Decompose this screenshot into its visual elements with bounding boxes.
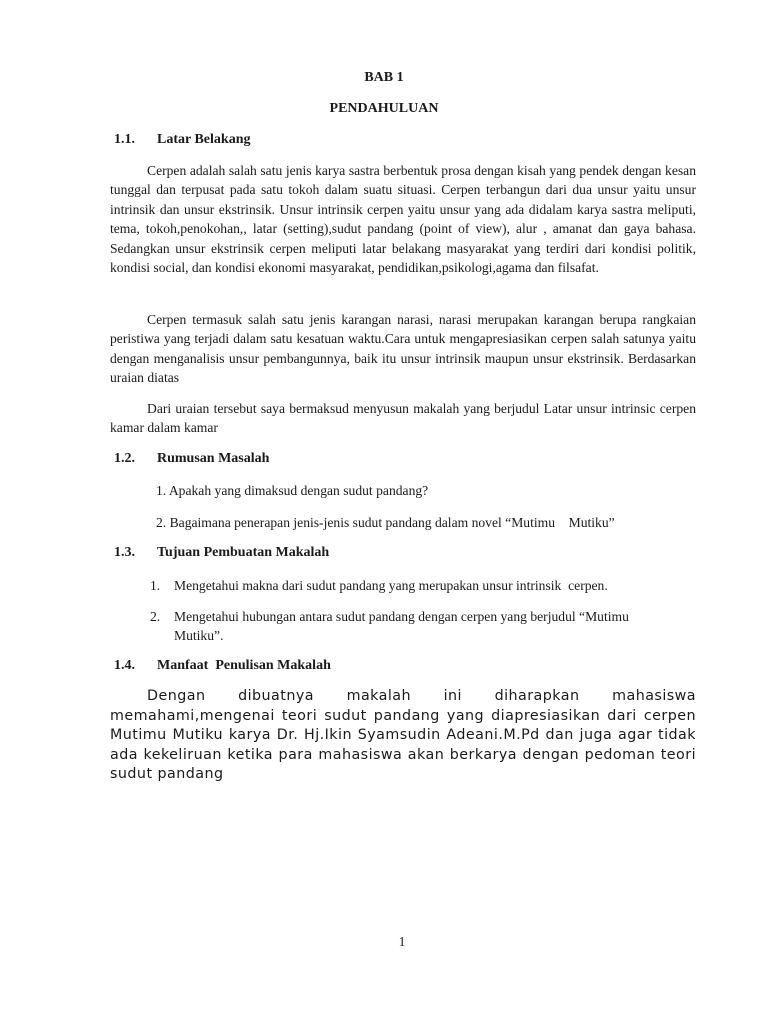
section-heading-1-1 — [114, 132, 250, 148]
objective-item-2 — [150, 607, 696, 645]
problem-item-2: 2. Bagaimana penerapan jenis-jenis sudut pandang dalam novel “Mutimu Mutiku” — [156, 515, 615, 530]
section-heading-1-3 — [114, 545, 329, 561]
list-number: 2. — [150, 609, 161, 624]
background-paragraph-2 — [110, 310, 696, 388]
problem-item-1: 1. Apakah yang dimaksud dengan sudut pandang? — [156, 483, 429, 498]
chapter-title: PENDAHULUAN — [329, 101, 439, 116]
section-number: 1.4. — [114, 658, 135, 673]
paragraph-text: Dari uraian tersebut saya bermaksud menyusun makalah yang berjudul Latar unsur intrinsic cerpen kamar dalam kamar — [110, 401, 696, 436]
section-number: 1.1. — [114, 132, 135, 147]
section-title: Tujuan Pembuatan Makalah — [157, 545, 330, 560]
paragraph-text: Cerpen adalah salah satu jenis karya sastra berbentuk prosa dengan kisah yang pendek dengan kesan tunggal dan terpusat pada satu tokoh dalam suatu situasi. Cerpen terbangun dari dua unsur yaitu unsur intrinsik dan unsur ekstrinsik. Unsur intrinsik cerpen yaitu unsur yang ada didalam karya sastra meliputi, tema, tokoh,penokohan,, latar (setting),sudut pandang (point of view), alur , amanat dan gaya bahasa. Sedangkan unsur ekstrinsik cerpen meliputi latar belakang masyarakat yang terdiri dari kondisi politik, kondisi social, dan kondisi ekonomi masyarakat, pendidikan,psikologi,agama dan filsafat. — [110, 163, 696, 276]
benefit-paragraph — [110, 687, 696, 785]
background-paragraph-1 — [110, 161, 696, 277]
list-text: Mengetahui hubungan antara sudut pandang dengan cerpen yang berjudul “Mutimu — [174, 609, 629, 624]
list-text-continued: Mutiku”. — [174, 628, 224, 643]
section-number: 1.2. — [114, 451, 135, 466]
chapter-label: BAB 1 — [364, 70, 404, 85]
list-text: Mengetahui makna dari sudut pandang yang merupakan unsur intrinsik cerpen. — [174, 578, 608, 593]
background-paragraph-3 — [110, 399, 696, 438]
objective-item-1 — [150, 576, 696, 595]
paragraph-text: Cerpen termasuk salah satu jenis karangan narasi, narasi merupakan karangan berupa rangkaian peristiwa yang terjadi dalam satu kesatuan waktu.Cara untuk mengapresiasikan cerpen salah satunya yaitu dengan menganalisis unsur pembangunnya, baik itu unsur intrinsik maupun unsur ekstrinsik. Berdasarkan uraian diatas — [110, 312, 696, 386]
section-number: 1.3. — [114, 545, 135, 560]
section-title: Rumusan Masalah — [157, 451, 270, 466]
page-number: 1 — [398, 934, 406, 949]
list-number: 1. — [150, 578, 161, 593]
paragraph-text: Dengan dibuatnya makalah ini diharapkan mahasiswa memahami,mengenai teori sudut pandang yang diapresiasikan dari cerpen Mutimu Mutiku karya Dr. Hj.Ikin Syamsudin Adeani.M.Pd dan juga agar tidak ada kekeliruan ketika para mahasiswa akan berkarya dengan pedoman teori sudut pandang — [110, 688, 696, 783]
section-title: Manfaat Penulisan Makalah — [157, 658, 331, 673]
section-heading-1-2 — [114, 451, 269, 467]
section-title: Latar Belakang — [157, 132, 251, 147]
section-heading-1-4 — [114, 658, 331, 674]
